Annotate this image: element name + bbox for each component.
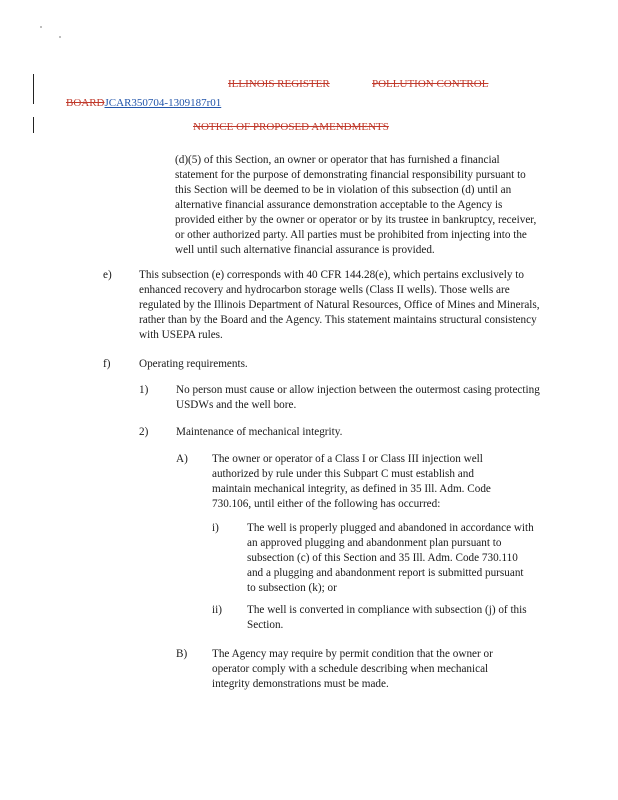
subsection-e-label: e) <box>103 269 112 281</box>
item-2-label: 2) <box>139 426 149 438</box>
item-ii-label: ii) <box>212 604 222 616</box>
item-ii-text: The well is converted in compliance with subsection (j) of this Section. <box>247 604 527 631</box>
subsection-f-label: f) <box>103 358 111 370</box>
continuation-paragraph: (d)(5) of this Section, an owner or operator that has furnished a financial statement for the purpose of demonstrating financial responsibility pursuant to this Section will be deemed to be in violation of this subsection (d) until an alternative financial assurance demonstration acceptable to the Agency is provided either by the owner or operator or by its trustee in bankruptcy, receiver, or other authorized party. All parties must be prohibited from injecting into the well until such alternative financial assurance is provided. <box>175 154 537 256</box>
item-B-text: The Agency may require by permit condition that the owner or operator comply with a schedule describing when mechanical integrity demonstrations must be made. <box>212 648 493 690</box>
item-i-label: i) <box>212 522 219 534</box>
scan-speck <box>59 36 61 38</box>
register-title: ILLINOIS REGISTER <box>228 78 330 90</box>
item-1-text: No person must cause or allow injection between the outermost casing protecting USDWs and the well bore. <box>176 384 540 411</box>
subsection-e-text: This subsection (e) corresponds with 40 CFR 144.28(e), which pertains exclusively to enhanced recovery and hydrocarbon storage wells (Class II wells). Those wells are regulated by the Illinois Department of Natural Resources, Office of Mines and Minerals, rather than by the Board and the Agency. This statement maintains structural consistency with USEPA rules. <box>139 269 540 341</box>
notice-title: NOTICE OF PROPOSED AMENDMENTS <box>193 121 389 133</box>
board-name-line-1: POLLUTION CONTROL <box>372 78 489 90</box>
board-id-line <box>66 93 221 111</box>
change-bar <box>33 74 34 104</box>
item-B-label: B) <box>176 648 188 660</box>
scan-speck <box>40 26 42 28</box>
item-i-text: The well is properly plugged and abandoned in accordance with an approved plugging and abandonment plan pursuant to subsection (c) of this Section and 35 Ill. Adm. Code 730.110 and a plugging and abandonment report is submitted pursuant to subsection (k); or <box>247 522 534 594</box>
item-2-text: Maintenance of mechanical integrity. <box>176 426 343 438</box>
item-A-label: A) <box>176 453 188 465</box>
item-A-text: The owner or operator of a Class I or Class III injection well authorized by rule under this Subpart C must establish and maintain mechanical integrity, as defined in 35 Ill. Adm. Code 730.106, until either of the following has occurred: <box>212 453 491 510</box>
board-name-line-2: BOARD <box>66 97 105 109</box>
document-id: JCAR350704-1309187r01 <box>104 97 222 109</box>
item-1-label: 1) <box>139 384 149 396</box>
subsection-f-text: Operating requirements. <box>139 358 248 370</box>
change-bar <box>33 117 34 133</box>
